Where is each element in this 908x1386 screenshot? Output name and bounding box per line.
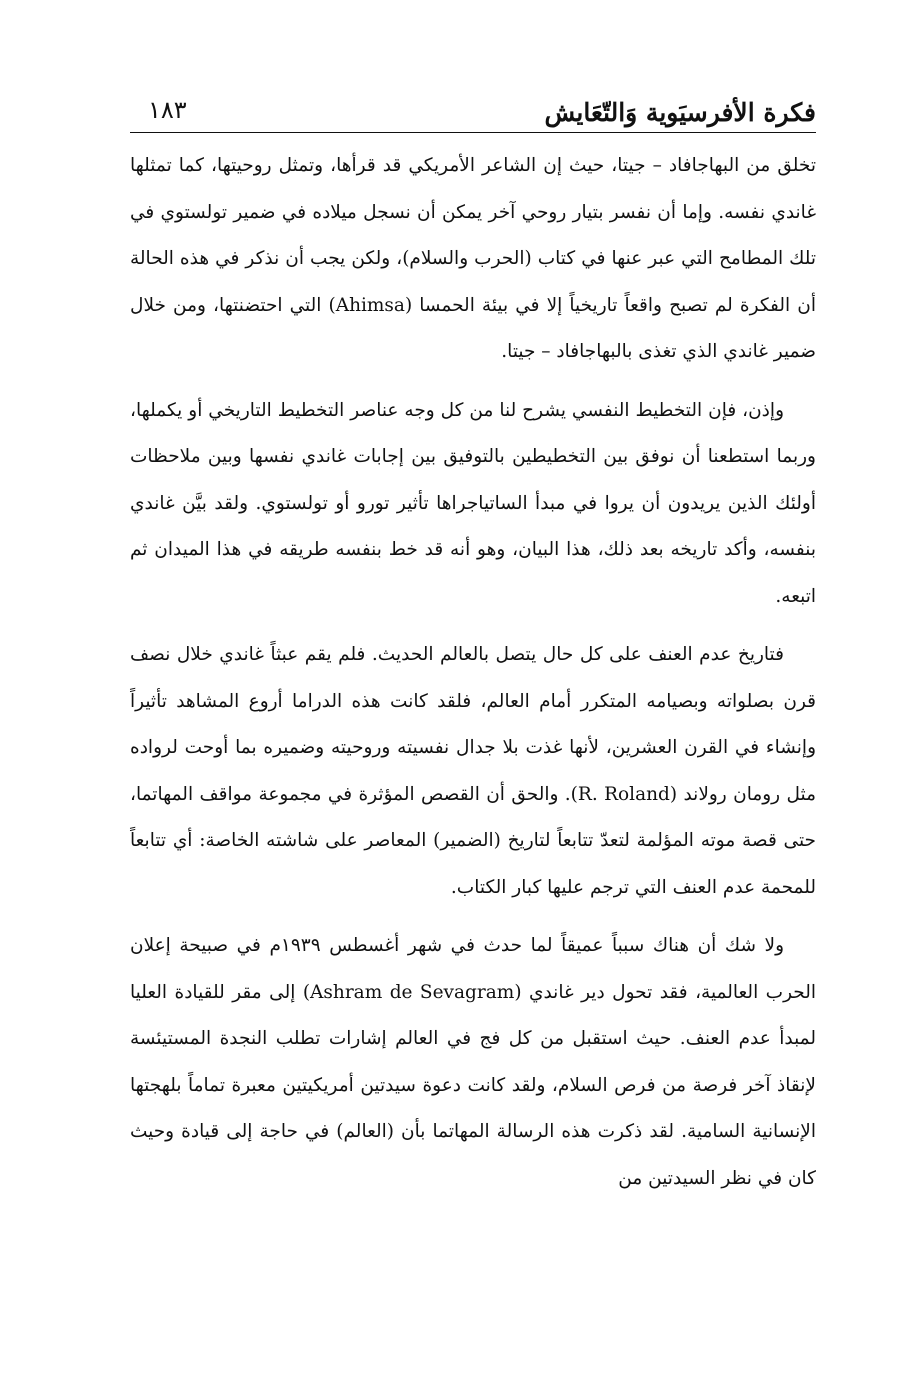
chapter-title: فكرة الأفرسيَوية وَالتّعَايش	[544, 98, 816, 127]
book-page	[130, 92, 816, 1386]
paragraph-3: فتاريخ عدم العنف على كل حال يتصل بالعالم الحديث. فلم يقم عبثاً غاندي خلال نصف قرن بصلواته وبصيامه المتكرر أمام العالم، فلقد كانت هذه الدراما أروع المشاهد تأثيراً وإنشاء في القرن العشرين، لأنها غذت بلا جدال نفسيته وروحيته وضميره بما أوحت لرواده مثل رومان رولاند (R. Roland). والحق أن القصص المؤثرة في مجموعة مواقف المهاتما، حتى قصة موته المؤلمة لتعدّ تتابعاً لتاريخ (الضمير) المعاصر على شاشته الخاصة: أي تتابعاً للمحمة عدم العنف التي ترجم عليها كبار الكتاب.	[130, 644, 816, 898]
running-header	[130, 92, 816, 133]
page-number: ١٨٣	[148, 96, 187, 124]
paragraph-4: ولا شك أن هناك سبباً عميقاً لما حدث في شهر أغسطس ١٩٣٩م في صبيحة إعلان الحرب العالمية، فقد تحول دير غاندي (Ashram de Sevagram) إلى مقر للقيادة العليا لمبدأ عدم العنف. حيث استقبل من كل فج في العالم إشارات تطلب النجدة المستيئسة لإنقاذ آخر فرصة من فرص السلام، ولقد كانت دعوة سيدتين أمريكيتين معبرة تماماً بلهجتها الإنسانية السامية. لقد ذكرت هذه الرسالة المهاتما بأن (العالم) في حاجة إلى قيادة وحيث كان في نظر السيدتين من	[130, 935, 817, 1189]
paragraph-1: تخلق من البهاجافاد – جيتا، حيث إن الشاعر الأمريكي قد قرأها، وتمثل روحيتها، كما تمثلها غاندي نفسه. وإما أن نفسر بتيار روحي آخر يمكن أن نسجل ميلاده في ضمير تولستوي في تلك المطامح التي عبر عنها في كتاب (الحرب والسلام)، ولكن يجب أن نذكر في هذه الحالة أن الفكرة لم تصبح واقعاً تاريخياً إلا في بيئة الحمسا (Ahimsa) التي احتضنتها، ومن خلال ضمير غاندي الذي تغذى بالبهاجافاد – جيتا.	[130, 155, 816, 362]
paragraph-2: وإذن، فإن التخطيط النفسي يشرح لنا من كل وجه عناصر التخطيط التاريخي أو يكملها، وربما استطعنا أن نوفق بين التخطيطين بالتوفيق بين إجابات غاندي نفسها وبين ملاحظات أولئك الذين يريدون أن يروا في مبدأ الساتياجراها تأثير تورو أو تولستوي. ولقد بيَّن غاندي بنفسه، وأكد تاريخه بعد ذلك، هذا البيان، وهو أنه قد خط بنفسه طريقه في هذا الميدان ثم اتبعه.	[130, 399, 816, 607]
body-text	[130, 143, 816, 1202]
